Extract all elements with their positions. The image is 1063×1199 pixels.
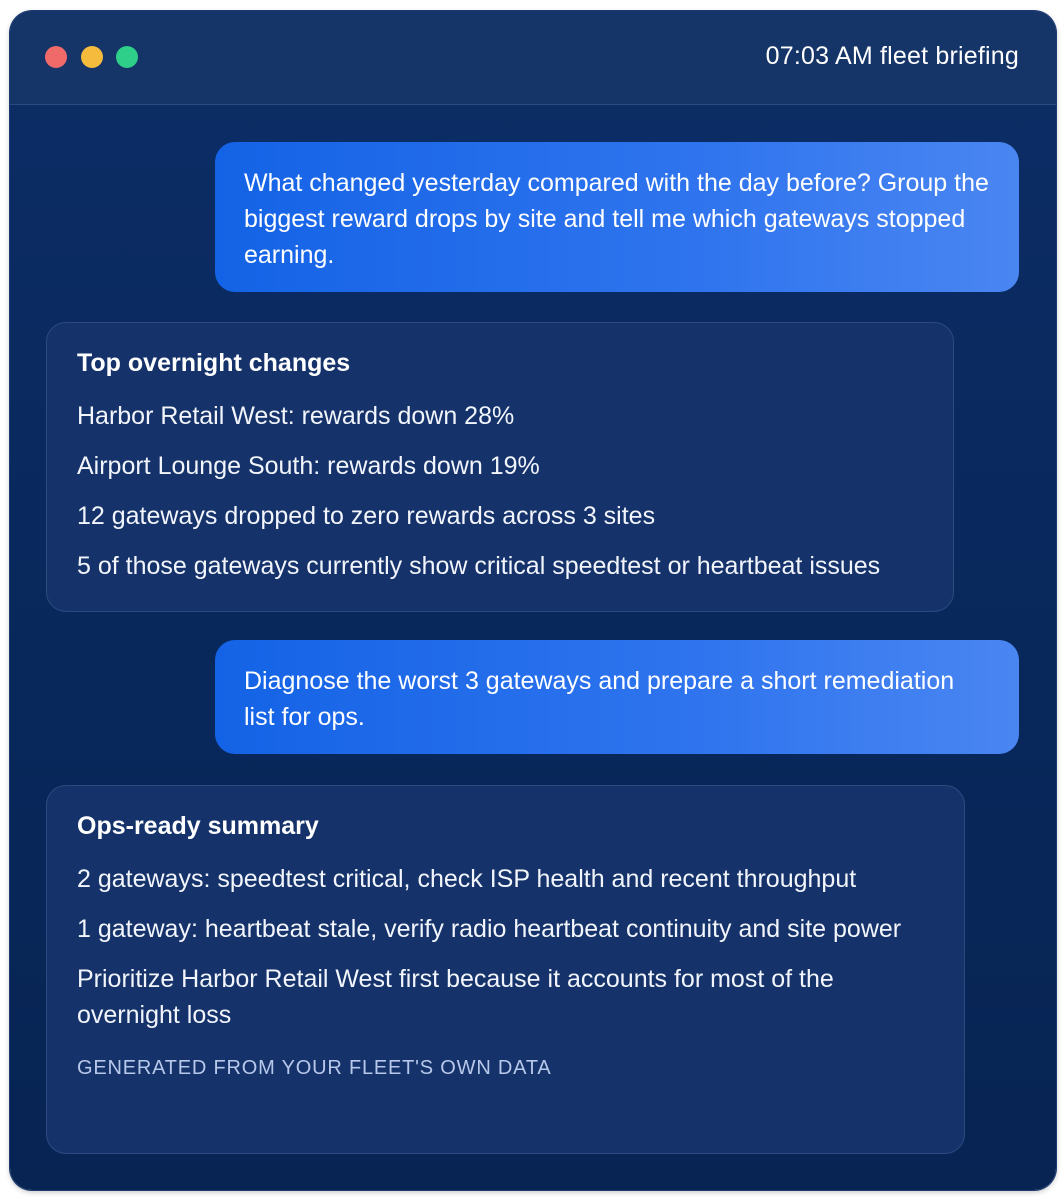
remediation-item: 2 gateways: speedtest critical, check ISP health and recent throughput bbox=[77, 865, 857, 893]
remediation-item: Prioritize Harbor Retail West first because it accounts for most of the overnight loss bbox=[77, 965, 834, 1029]
close-window-button[interactable] bbox=[45, 46, 67, 68]
data-source-note: GENERATED FROM YOUR FLEET'S OWN DATA bbox=[77, 1057, 552, 1079]
card-title: Ops-ready summary bbox=[77, 812, 319, 840]
minimize-window-button[interactable] bbox=[81, 46, 103, 68]
card-title: Top overnight changes bbox=[77, 349, 351, 377]
user-message: Diagnose the worst 3 gateways and prepare a short remediation list for ops. bbox=[215, 640, 1019, 754]
summary-line: Harbor Retail West: rewards down 28% bbox=[77, 402, 515, 430]
summary-line: 12 gateways dropped to zero rewards across 3 sites bbox=[77, 502, 656, 530]
summary-line: Airport Lounge South: rewards down 19% bbox=[77, 452, 540, 480]
chat-window bbox=[10, 11, 1056, 1190]
zoom-window-button[interactable] bbox=[116, 46, 138, 68]
window-title: 07:03 AM fleet briefing bbox=[765, 42, 1019, 70]
user-message: What changed yesterday compared with the day before? Group the biggest reward drops by site and tell me which gateways stopped earning. bbox=[215, 142, 1019, 292]
assistant-message-card bbox=[46, 785, 965, 1154]
title-bar bbox=[10, 11, 1056, 105]
remediation-item: 1 gateway: heartbeat stale, verify radio heartbeat continuity and site power bbox=[77, 915, 902, 943]
summary-line: 5 of those gateways currently show critical speedtest or heartbeat issues bbox=[77, 552, 881, 580]
assistant-message-card bbox=[46, 322, 954, 612]
